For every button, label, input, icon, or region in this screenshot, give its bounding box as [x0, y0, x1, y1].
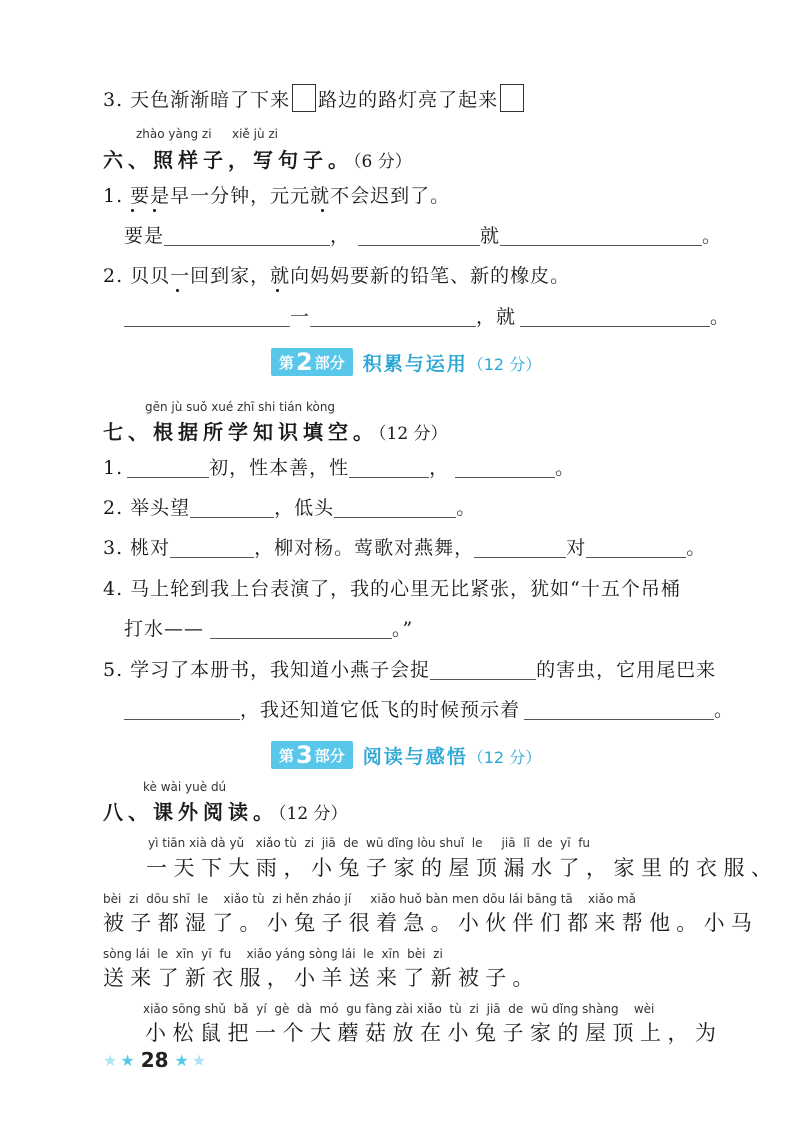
part-2-tag — [271, 348, 353, 376]
part-score: （12 分） — [467, 747, 542, 767]
sec6-pinyin-a: zhào yàng zi — [136, 127, 212, 141]
reading-pinyin-3: sòng lái le xīn yī fu xiǎo yáng sòng lái le xīn bèi zi — [103, 947, 443, 961]
part-3-title — [363, 742, 541, 769]
tag-prefix: 第 — [279, 353, 295, 372]
answer-blank[interactable] — [500, 227, 702, 246]
answer-blank[interactable] — [455, 459, 555, 478]
sec7-q3 — [103, 536, 706, 560]
q3-end: 。 — [686, 537, 707, 559]
part-number: 3 — [296, 741, 313, 769]
part-3-banner — [271, 741, 541, 769]
answer-blank[interactable] — [358, 227, 480, 246]
sec8-title: 八、课外阅读。 — [103, 800, 278, 824]
q1-end: 。 — [555, 457, 576, 479]
tag-prefix: 第 — [279, 746, 295, 765]
q1-comma: ， — [429, 457, 450, 479]
emphasis-dot — [321, 209, 324, 212]
part-3-tag — [271, 741, 353, 769]
fill-2-word-a: 一 — [290, 306, 311, 328]
sec7-title: 七、根据所学知识填空。 — [103, 420, 378, 444]
answer-blank[interactable] — [524, 701, 714, 720]
reading-pinyin-2: bèi zi dōu shī le xiǎo tù zi hěn zháo jí xiǎo huǒ bàn men dōu lái bāng tā xiǎo mǎ — [103, 892, 637, 906]
star-icon: ★ — [120, 1050, 135, 1070]
page-footer — [103, 1048, 206, 1072]
q2-text-b: ，低头 — [274, 497, 335, 519]
part-2-banner — [271, 348, 541, 376]
q1-number: 1. — [103, 457, 124, 479]
q4-text-b: 打水—— — [124, 618, 205, 640]
sec6-sentence-1: 1. 要是早一分钟，元元就不会迟到了。 — [103, 185, 451, 207]
tag-suffix: 部分 — [314, 353, 345, 372]
q5-end: 。 — [714, 699, 735, 721]
reading-line-2: 被子都湿了。小兔子很着急。小伙伴们都来帮他。小马 — [103, 911, 759, 935]
emphasis-dot — [276, 289, 279, 292]
sec6-score: （6 分） — [353, 152, 412, 172]
q1-text: 初，性本善，性 — [209, 457, 350, 479]
reading-line-3: 送来了新衣服，小羊送来了新被子。 — [103, 966, 540, 990]
emphasis-dot — [153, 209, 156, 212]
q2-text-a: 2. 举头望 — [103, 497, 191, 519]
reading-line-4: 小松鼠把一个大蘑菇放在小兔子家的屋顶上，为 — [145, 1021, 723, 1045]
q5-text-c: ，我还知道它低飞的时候预示着 — [240, 699, 521, 721]
q3-text-b: 路边的路灯亮了起来 — [318, 89, 499, 111]
reading-pinyin-4: xiǎo sōng shǔ bǎ yí gè dà mó gu fàng zài xiǎo tù zi jiā de wū dǐng shàng wèi — [143, 1002, 655, 1016]
part-2-title — [363, 349, 541, 376]
sec8-heading — [103, 796, 348, 825]
q3-text-a: 3. 桃对 — [103, 537, 171, 559]
answer-blank[interactable] — [334, 499, 456, 518]
sec6-fill-2 — [124, 305, 730, 329]
reading-line-1: 一天下大雨，小兔子家的屋顶漏水了，家里的衣服、 — [146, 856, 779, 880]
q3-text-c: 对 — [566, 537, 587, 559]
answer-blank[interactable] — [210, 620, 392, 639]
answer-blank[interactable] — [474, 539, 566, 558]
fill-2-word-b: ，就 — [476, 306, 517, 328]
q5-text-b: 的害虫，它用尾巴来 — [536, 659, 717, 681]
answer-blank[interactable] — [190, 499, 274, 518]
reading-pinyin-1: yì tiān xià dà yǔ xiǎo tù zi jiā de wū dǐng lòu shuǐ le jiā lǐ de yī fu — [148, 836, 591, 850]
q5-text-a: 5. 学习了本册书，我知道小燕子会捉 — [103, 659, 431, 681]
answer-blank[interactable] — [586, 539, 686, 558]
q2-end: 。 — [456, 497, 477, 519]
sec6-title-b: 写句子。 — [253, 148, 353, 172]
sec7-score: （12 分） — [378, 424, 448, 444]
punctuation-box-2[interactable] — [500, 84, 524, 112]
answer-blank[interactable] — [127, 459, 209, 478]
sec8-pinyin: kè wài yuè dú — [143, 780, 227, 794]
fill-1-end: 。 — [702, 225, 723, 247]
answer-blank[interactable] — [430, 661, 536, 680]
answer-blank[interactable] — [164, 227, 330, 246]
part-number: 2 — [296, 348, 313, 376]
fill-1-word-b: ， — [330, 225, 351, 247]
sec8-score: （12 分） — [278, 804, 348, 824]
sec6-heading — [103, 144, 412, 173]
punctuation-box-1[interactable] — [292, 84, 316, 112]
answer-blank[interactable] — [124, 308, 290, 327]
page-number: 28 — [140, 1048, 169, 1072]
sec6-fill-1 — [124, 224, 722, 248]
fill-2-end: 。 — [710, 306, 731, 328]
q3-text-b: ，柳对杨。莺歌对燕舞， — [254, 537, 475, 559]
star-icon: ★ — [174, 1050, 189, 1070]
question-3-line — [103, 84, 526, 112]
sec6-sentence-2: 2. 贝贝一回到家，就向妈妈要新的铅笔、新的橡皮。 — [103, 265, 571, 287]
sec6-pinyin-b: xiě jù zi — [232, 127, 279, 141]
q3-text-a: 3. 天色渐渐暗了下来 — [103, 89, 291, 111]
star-icon: ★ — [103, 1050, 118, 1070]
part-title-text: 积累与运用 — [362, 352, 468, 375]
answer-blank[interactable] — [520, 308, 710, 327]
answer-blank[interactable] — [310, 308, 476, 327]
sec7-heading — [103, 416, 448, 445]
tag-suffix: 部分 — [314, 746, 345, 765]
sec7-q5-line2 — [124, 698, 734, 722]
star-icon: ★ — [191, 1050, 207, 1070]
sec7-q4-line1: 4. 马上轮到我上台表演了，我的心里无比紧张，犹如“十五个吊桶 — [103, 578, 681, 600]
sec7-pinyin: gēn jù suǒ xué zhī shi tián kòng — [145, 400, 336, 414]
sec7-q2 — [103, 496, 476, 520]
q4-end: 。” — [392, 618, 414, 640]
fill-1-word-a: 要是 — [124, 225, 165, 247]
answer-blank[interactable] — [349, 459, 429, 478]
fill-1-word-c: 就 — [480, 225, 501, 247]
emphasis-dot — [176, 289, 179, 292]
part-score: （12 分） — [467, 354, 542, 374]
sec7-q4-line2 — [124, 617, 413, 641]
emphasis-dot — [131, 209, 134, 212]
sec7-q1 — [103, 456, 575, 480]
part-title-text: 阅读与感悟 — [362, 745, 468, 768]
sec6-title-a: 六、照样子， — [103, 148, 253, 172]
answer-blank[interactable] — [124, 701, 240, 720]
sec7-q5-line1 — [103, 658, 716, 682]
answer-blank[interactable] — [170, 539, 254, 558]
